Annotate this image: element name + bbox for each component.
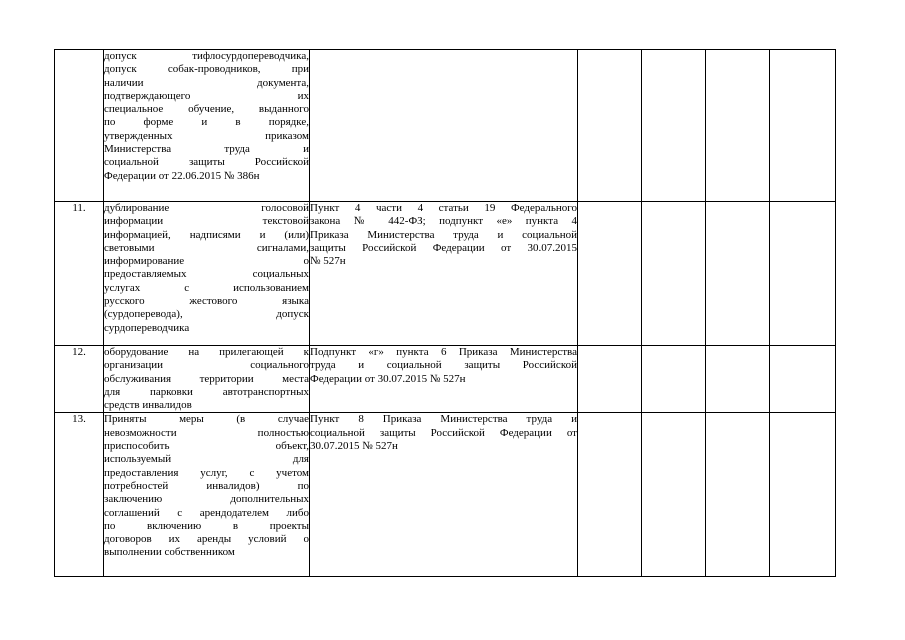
legal-reference xyxy=(310,50,578,202)
reference-line: труда и социальной защиты Российской xyxy=(310,359,577,372)
legal-reference xyxy=(310,346,578,413)
table-row xyxy=(55,50,836,202)
description-line: невозможности полностью xyxy=(104,426,309,439)
empty-cell xyxy=(578,346,642,413)
description-line: приспособить объект, xyxy=(104,440,309,453)
description-line: услугах с использованием xyxy=(104,281,309,294)
requirement-description xyxy=(104,346,310,413)
description-line: предоставления услуг, с учетом xyxy=(104,466,309,479)
description-line: световыми сигналами, xyxy=(104,241,309,254)
description-line: социальной защиты Российской xyxy=(104,156,309,169)
requirements-table xyxy=(54,49,836,577)
empty-cell xyxy=(770,202,836,346)
description-line: дублирование голосовой xyxy=(104,202,309,214)
empty-cell xyxy=(770,346,836,413)
description-line: предоставляемых социальных xyxy=(104,268,309,281)
row-number: 11. xyxy=(55,202,104,346)
reference-line: Приказа Министерства труда и социальной xyxy=(310,228,577,241)
description-line: выполнении собственником xyxy=(104,546,235,559)
empty-cell xyxy=(578,202,642,346)
description-line: подтверждающего их xyxy=(104,89,309,102)
empty-cell xyxy=(642,202,706,346)
description-line: допуск собак-проводников, при xyxy=(104,63,309,76)
description-line: договоров их аренды условий о xyxy=(104,533,309,546)
reference-line: защиты Российской Федерации от 30.07.2015 xyxy=(310,241,577,254)
row-number: 12. xyxy=(55,346,104,413)
description-line: потребностей инвалидов) по xyxy=(104,479,309,492)
reference-line: закона № 442-ФЗ; подпункт «е» пункта 4 xyxy=(310,215,577,228)
empty-cell xyxy=(706,346,770,413)
description-line: оборудование на прилегающей к xyxy=(104,346,309,358)
reference-line: Пункт 4 части 4 статьи 19 Федерального xyxy=(310,202,577,214)
reference-line: 30.07.2015 № 527н xyxy=(310,440,398,453)
description-line: информацией, надписями и (или) xyxy=(104,228,309,241)
description-line: допуск тифлосурдопереводчика, xyxy=(104,50,309,62)
description-line: Федерации от 22.06.2015 № 386н xyxy=(104,169,260,182)
requirement-description xyxy=(104,413,310,577)
description-line: утвержденных приказом xyxy=(104,129,309,142)
description-line: сурдопереводчика xyxy=(104,321,190,334)
description-line: соглашений с арендодателем либо xyxy=(104,506,309,519)
table-row xyxy=(55,346,836,413)
row-number xyxy=(55,50,104,202)
reference-line: № 527н xyxy=(310,255,346,268)
description-line: Министерства труда и xyxy=(104,143,309,156)
description-line: информирование о xyxy=(104,255,309,268)
table-row xyxy=(55,202,836,346)
empty-cell xyxy=(706,202,770,346)
legal-reference xyxy=(310,413,578,577)
empty-cell xyxy=(642,50,706,202)
description-line: используемый для xyxy=(104,453,309,466)
empty-cell xyxy=(578,50,642,202)
empty-cell xyxy=(770,413,836,577)
table-row xyxy=(55,413,836,577)
legal-reference xyxy=(310,202,578,346)
description-line: (сурдоперевода), допуск xyxy=(104,308,309,321)
row-number: 13. xyxy=(55,413,104,577)
table-body xyxy=(55,50,836,577)
empty-cell xyxy=(706,50,770,202)
description-line: по включению в проекты xyxy=(104,519,309,532)
description-line: русского жестового языка xyxy=(104,295,309,308)
empty-cell xyxy=(642,413,706,577)
empty-cell xyxy=(578,413,642,577)
description-line: организации социального xyxy=(104,359,309,372)
empty-cell xyxy=(770,50,836,202)
description-line: средств инвалидов xyxy=(104,399,192,412)
empty-cell xyxy=(706,413,770,577)
description-line: наличии документа, xyxy=(104,76,309,89)
requirement-description xyxy=(104,50,310,202)
description-line: Приняты меры (в случае xyxy=(104,413,309,426)
description-line: информации текстовой xyxy=(104,215,309,228)
empty-cell xyxy=(642,346,706,413)
description-line: по форме и в порядке, xyxy=(104,116,309,129)
description-line: специальное обучение, выданного xyxy=(104,103,309,116)
reference-line: Подпункт «г» пункта 6 Приказа Министерства xyxy=(310,346,577,358)
description-line: для парковки автотранспортных xyxy=(104,385,309,398)
reference-line: Федерации от 30.07.2015 № 527н xyxy=(310,372,466,385)
description-line: обслуживания территории места xyxy=(104,372,309,385)
requirement-description xyxy=(104,202,310,346)
reference-line: социальной защиты Российской Федерации от xyxy=(310,426,577,439)
description-line: заключению дополнительных xyxy=(104,493,309,506)
reference-line: Пункт 8 Приказа Министерства труда и xyxy=(310,413,577,426)
